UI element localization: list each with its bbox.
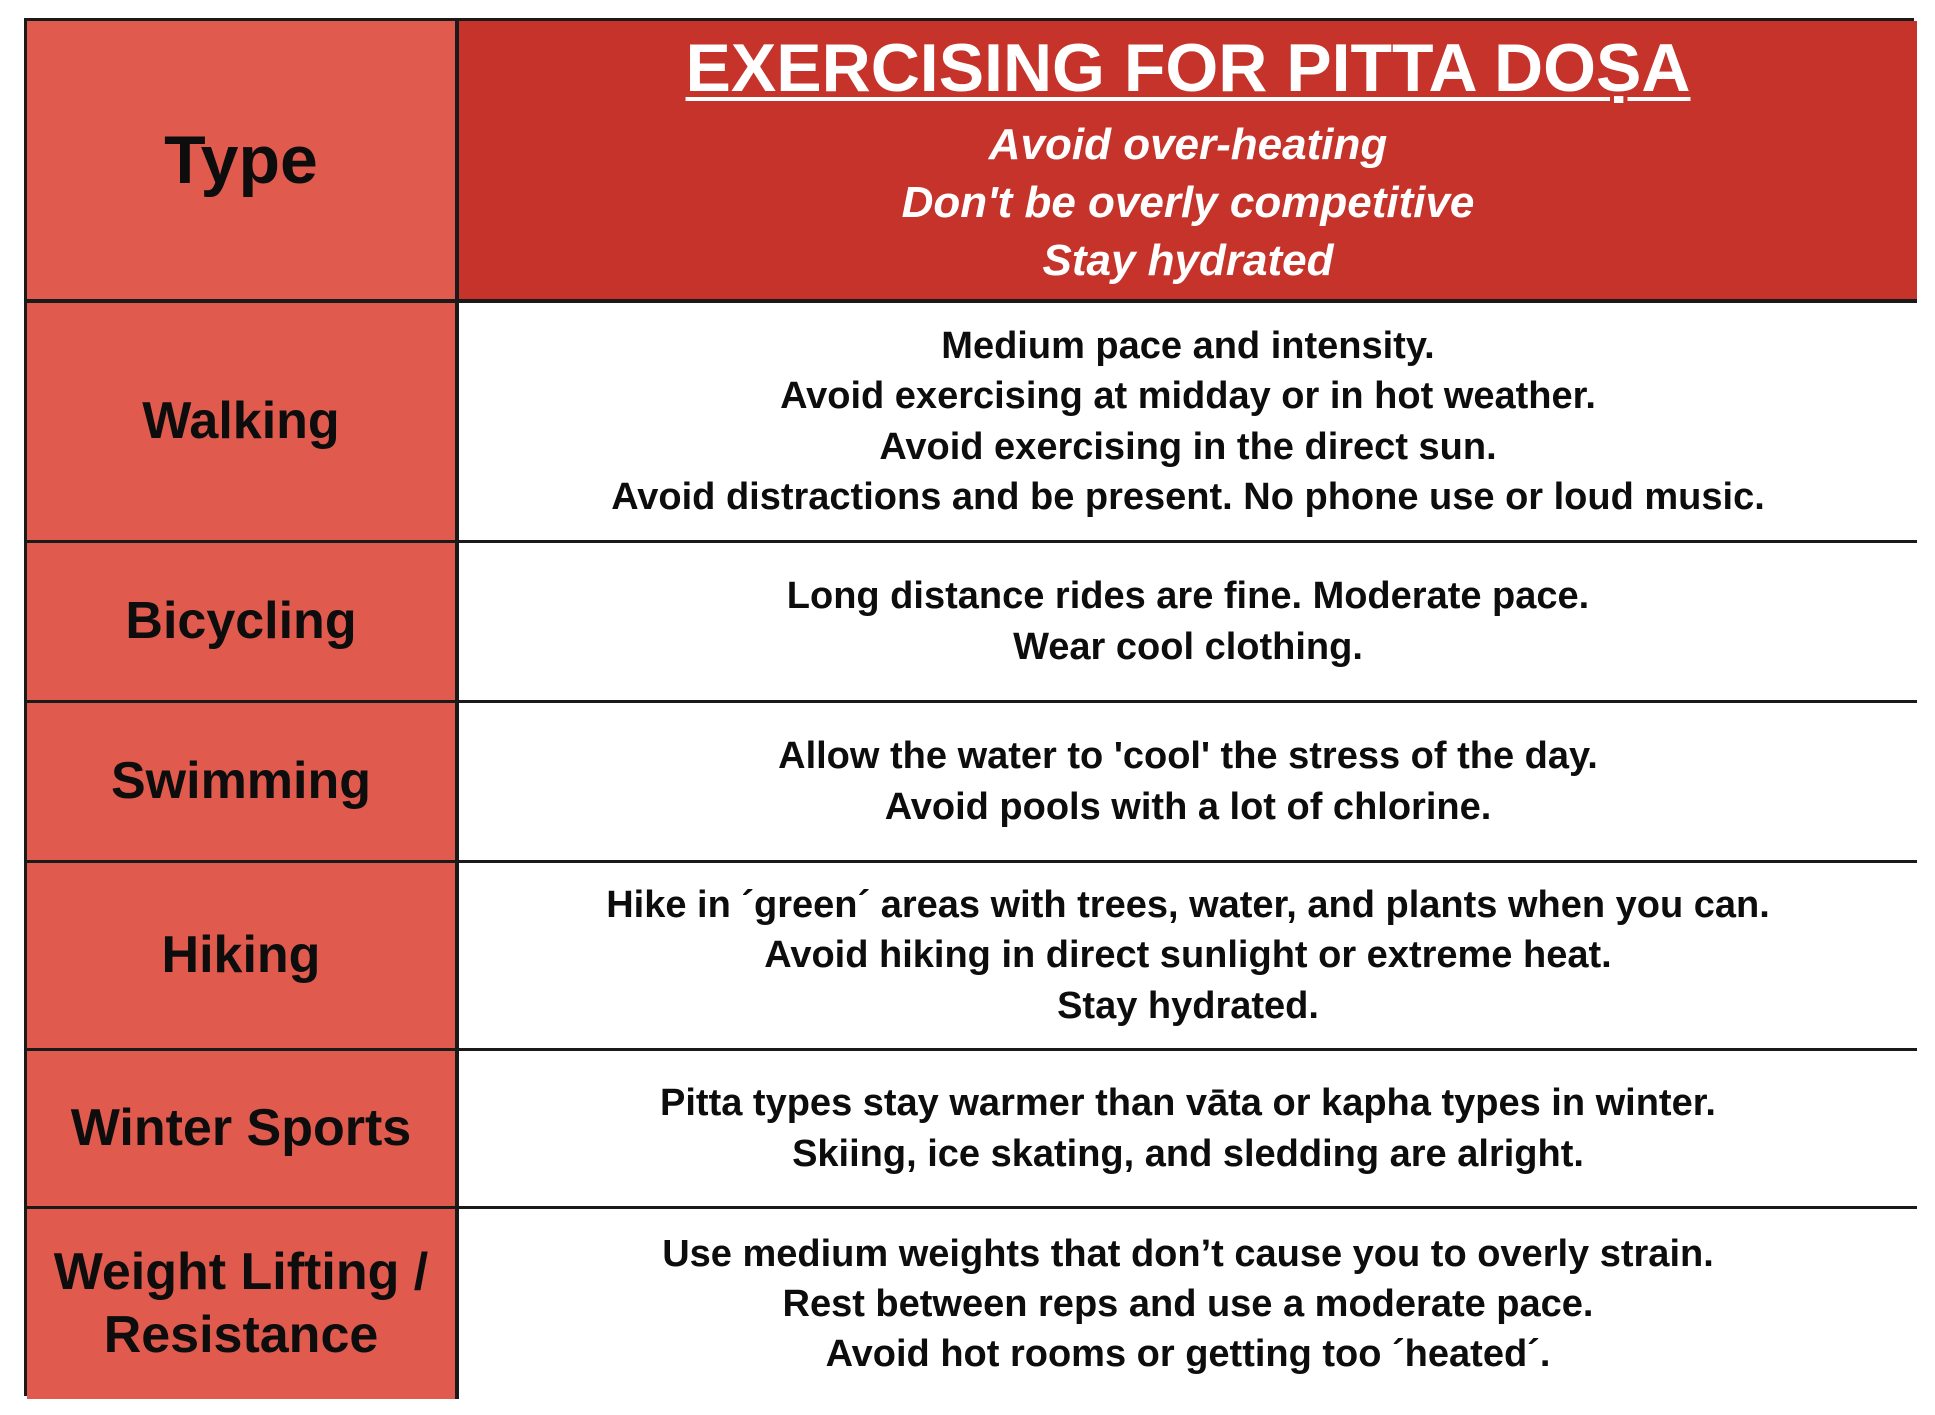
desc-line: Rest between reps and use a moderate pace.	[782, 1282, 1594, 1325]
row-type-swimming: Swimming	[27, 703, 459, 863]
subtitle-line: Avoid over-heating	[988, 119, 1388, 169]
row-type-bicycling: Bicycling	[27, 543, 459, 703]
desc-line: Hike in ´green´ areas with trees, water, and plants when you can.	[606, 884, 1770, 927]
row-desc-bicycling	[459, 543, 1917, 703]
desc-line: Medium pace and intensity.	[941, 325, 1435, 368]
row-type-weight-lifting	[27, 1209, 459, 1399]
row-desc-weight-lifting	[459, 1209, 1917, 1399]
row-type-winter-sports: Winter Sports	[27, 1051, 459, 1209]
desc-line: Use medium weights that don’t cause you to overly strain.	[662, 1232, 1714, 1275]
type-line: Resistance	[103, 1306, 379, 1364]
table-header	[459, 21, 1917, 303]
desc-line: Avoid hot rooms or getting too ´heated´.	[825, 1333, 1551, 1376]
desc-line: Avoid hiking in direct sunlight or extreme heat.	[764, 934, 1612, 977]
row-desc-swimming	[459, 703, 1917, 863]
desc-line: Allow the water to 'cool' the stress of the day.	[778, 735, 1598, 778]
desc-line: Wear cool clothing.	[1013, 625, 1363, 668]
desc-line: Avoid exercising at midday or in hot weather.	[780, 375, 1596, 418]
desc-line: Avoid pools with a lot of chlorine.	[884, 785, 1492, 828]
desc-line: Stay hydrated.	[1057, 984, 1319, 1027]
row-type-hiking: Hiking	[27, 863, 459, 1051]
row-type-walking: Walking	[27, 303, 459, 543]
desc-line: Avoid distractions and be present. No phone use or loud music.	[611, 475, 1765, 518]
page-title: EXERCISING FOR PITTA DOṢA	[685, 29, 1691, 106]
row-desc-winter-sports	[459, 1051, 1917, 1209]
desc-line: Skiing, ice skating, and sledding are alright.	[792, 1132, 1584, 1175]
exercise-table	[24, 18, 1914, 1396]
desc-line: Pitta types stay warmer than vāta or kapha types in winter.	[660, 1082, 1716, 1125]
subtitle-line: Don't be overly competitive	[901, 178, 1475, 228]
type-line: Weight Lifting /	[53, 1242, 429, 1301]
column-header-type: Type	[27, 21, 459, 303]
subtitle-line: Stay hydrated	[1042, 236, 1334, 286]
row-desc-walking	[459, 303, 1917, 543]
desc-line: Long distance rides are fine. Moderate pace.	[786, 575, 1590, 618]
desc-line: Avoid exercising in the direct sun.	[879, 425, 1497, 468]
row-desc-hiking	[459, 863, 1917, 1051]
